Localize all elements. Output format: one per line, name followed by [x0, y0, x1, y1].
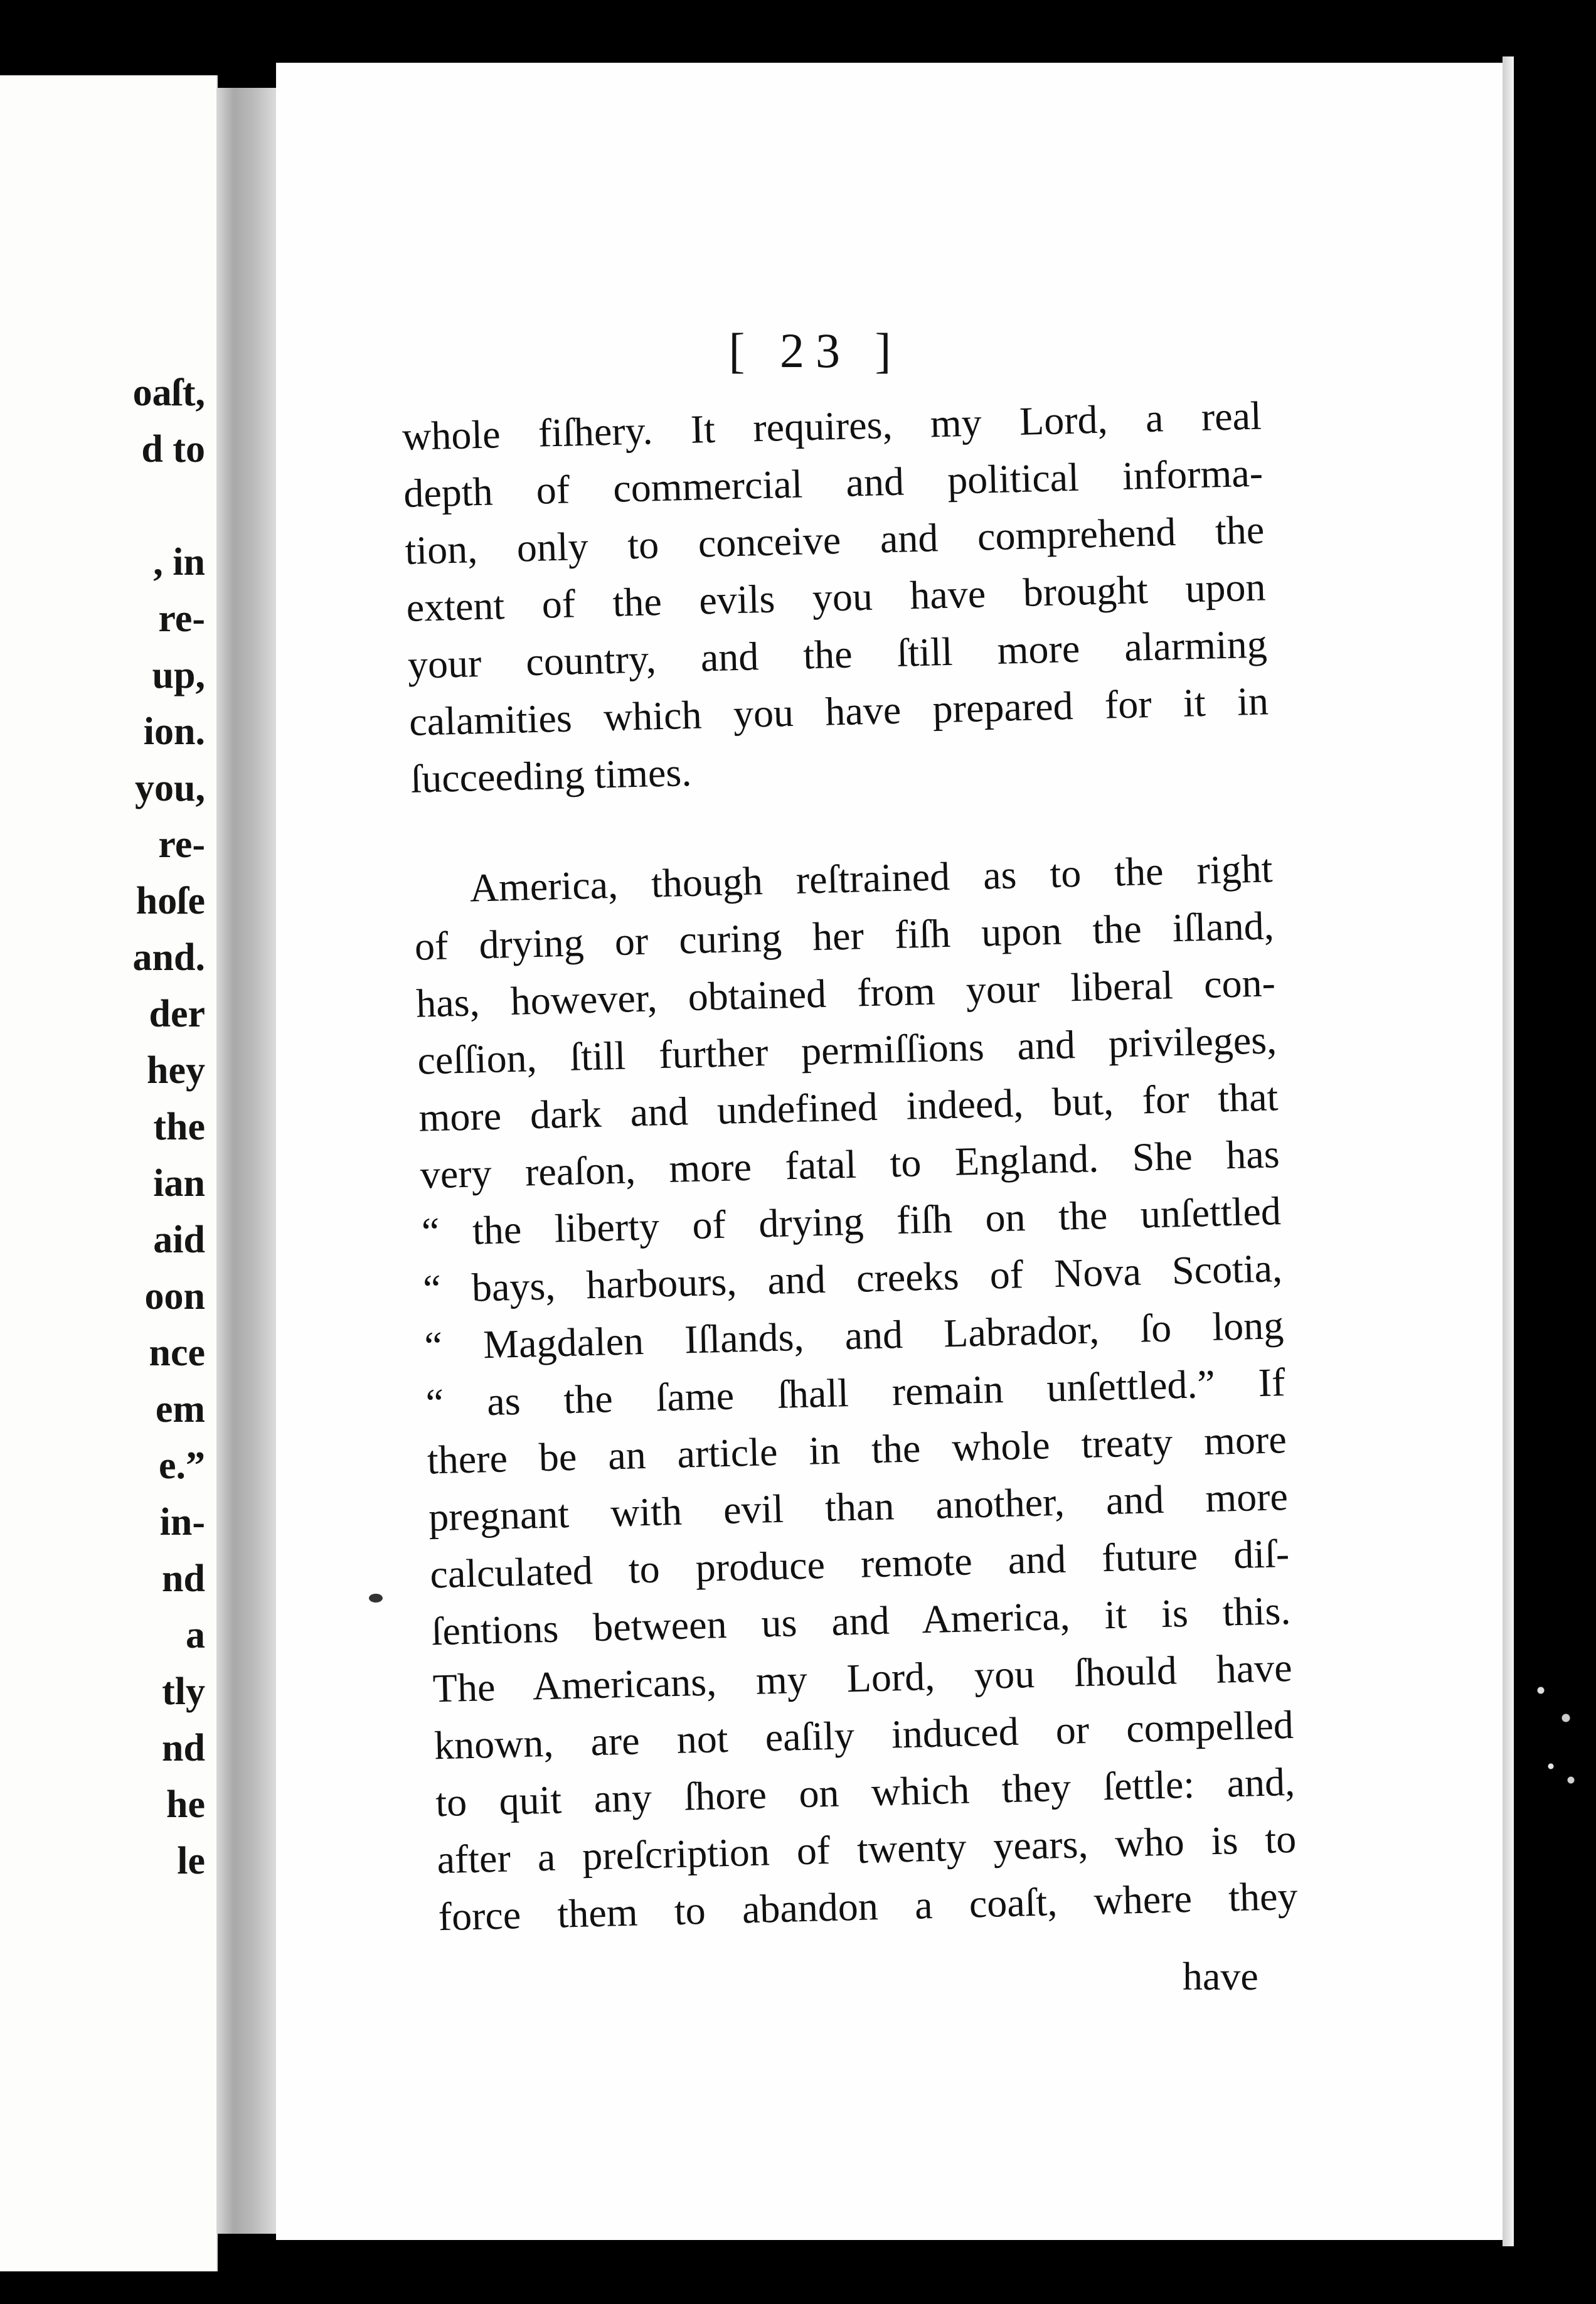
left-page-line: ian [153, 1162, 205, 1205]
left-page-line: tly [162, 1670, 205, 1713]
left-page-line: , in [153, 541, 205, 584]
text-line: The Americans, my Lord, you ſhould have [432, 1645, 1293, 1711]
text-line: force them to abandon a coaſt, where they [437, 1873, 1299, 1939]
left-page-line: hoſe [136, 880, 205, 922]
text-line: has, however, obtained from your liberal con- [415, 960, 1276, 1026]
left-page-line: up, [152, 654, 205, 696]
text-line: “ the liberty of drying fiſh on the unſettled [421, 1188, 1282, 1254]
left-page-line: a [186, 1614, 205, 1656]
text-line: calamities which you have prepared for it in [408, 678, 1269, 744]
left-page-line: re- [158, 597, 205, 640]
text-line: after a preſcription of twenty years, who is to [436, 1816, 1297, 1882]
text-line: ceſſion, ſtill further permiſſions and privileges, [417, 1017, 1277, 1083]
left-page-line: nce [149, 1331, 205, 1374]
text-line: pregnant with evil than another, and more [428, 1474, 1289, 1540]
text-line: of drying or curing her fiſh upon the iſland, [414, 903, 1275, 969]
text-line: known, are not eaſily induced or compelled [434, 1702, 1294, 1768]
text-line: extent of the evils you have brought upon [405, 564, 1267, 630]
left-page-line: in- [159, 1501, 205, 1544]
text-line: depth of commercial and political informa- [403, 450, 1264, 516]
catchword: have [1183, 1954, 1258, 1998]
left-page-line: ion. [143, 710, 205, 753]
left-page-line: you, [135, 767, 205, 809]
left-page-line: nd [162, 1557, 205, 1600]
text-line: your country, and the ſtill more alarming [407, 621, 1268, 687]
left-page-line: e.” [158, 1444, 205, 1487]
text-line: there be an article in the whole treaty more [427, 1417, 1287, 1483]
text-line: tion, only to conceive and comprehend the [404, 507, 1265, 573]
left-page-line: the [153, 1106, 205, 1148]
left-page-line: and. [132, 936, 205, 979]
text-line: ſucceeding times. [410, 749, 693, 801]
paper-specks [1531, 1663, 1581, 1801]
left-page-line: aid [153, 1219, 205, 1261]
page-edge [1503, 56, 1514, 2246]
left-page-line: re- [158, 823, 205, 866]
left-page-line: hey [147, 1049, 205, 1092]
body-text [402, 387, 1298, 1946]
text-line: “ as the ſame ſhall remain unſettled.” If [425, 1360, 1286, 1426]
left-page-line: em [155, 1388, 205, 1431]
left-page-line: le [177, 1840, 205, 1882]
text-line: calculated to produce remote and future diſ- [429, 1530, 1290, 1597]
text-line: more dark and undefined indeed, but, for that [418, 1074, 1279, 1140]
left-page-line: nd [162, 1727, 205, 1769]
previous-page-fragment [0, 75, 218, 2271]
text-line: whole fiſhery. It requires, my Lord, a real [402, 393, 1262, 459]
text-line: “ Magdalen Iſlands, and Labrador, ſo long [423, 1303, 1284, 1368]
left-page-line: he [166, 1783, 205, 1826]
text-line: ſentions between us and America, it is this. [430, 1587, 1292, 1654]
text-line: to quit any ſhore on which they ſettle: and, [435, 1759, 1295, 1825]
ink-blot [369, 1594, 383, 1603]
left-page-line: oaſt, [132, 371, 205, 414]
page-number: [ 23 ] [728, 323, 903, 378]
left-page-line: d to [141, 428, 205, 471]
left-page-line: oon [144, 1275, 205, 1318]
text-line: very reaſon, more fatal to England. She has [420, 1131, 1280, 1197]
book-gutter [216, 88, 285, 2234]
text-line: America, though reſtrained as to the right [469, 846, 1274, 910]
left-page-line: der [149, 993, 205, 1035]
text-line: “ bays, harbours, and creeks of Nova Scotia, [422, 1245, 1283, 1311]
